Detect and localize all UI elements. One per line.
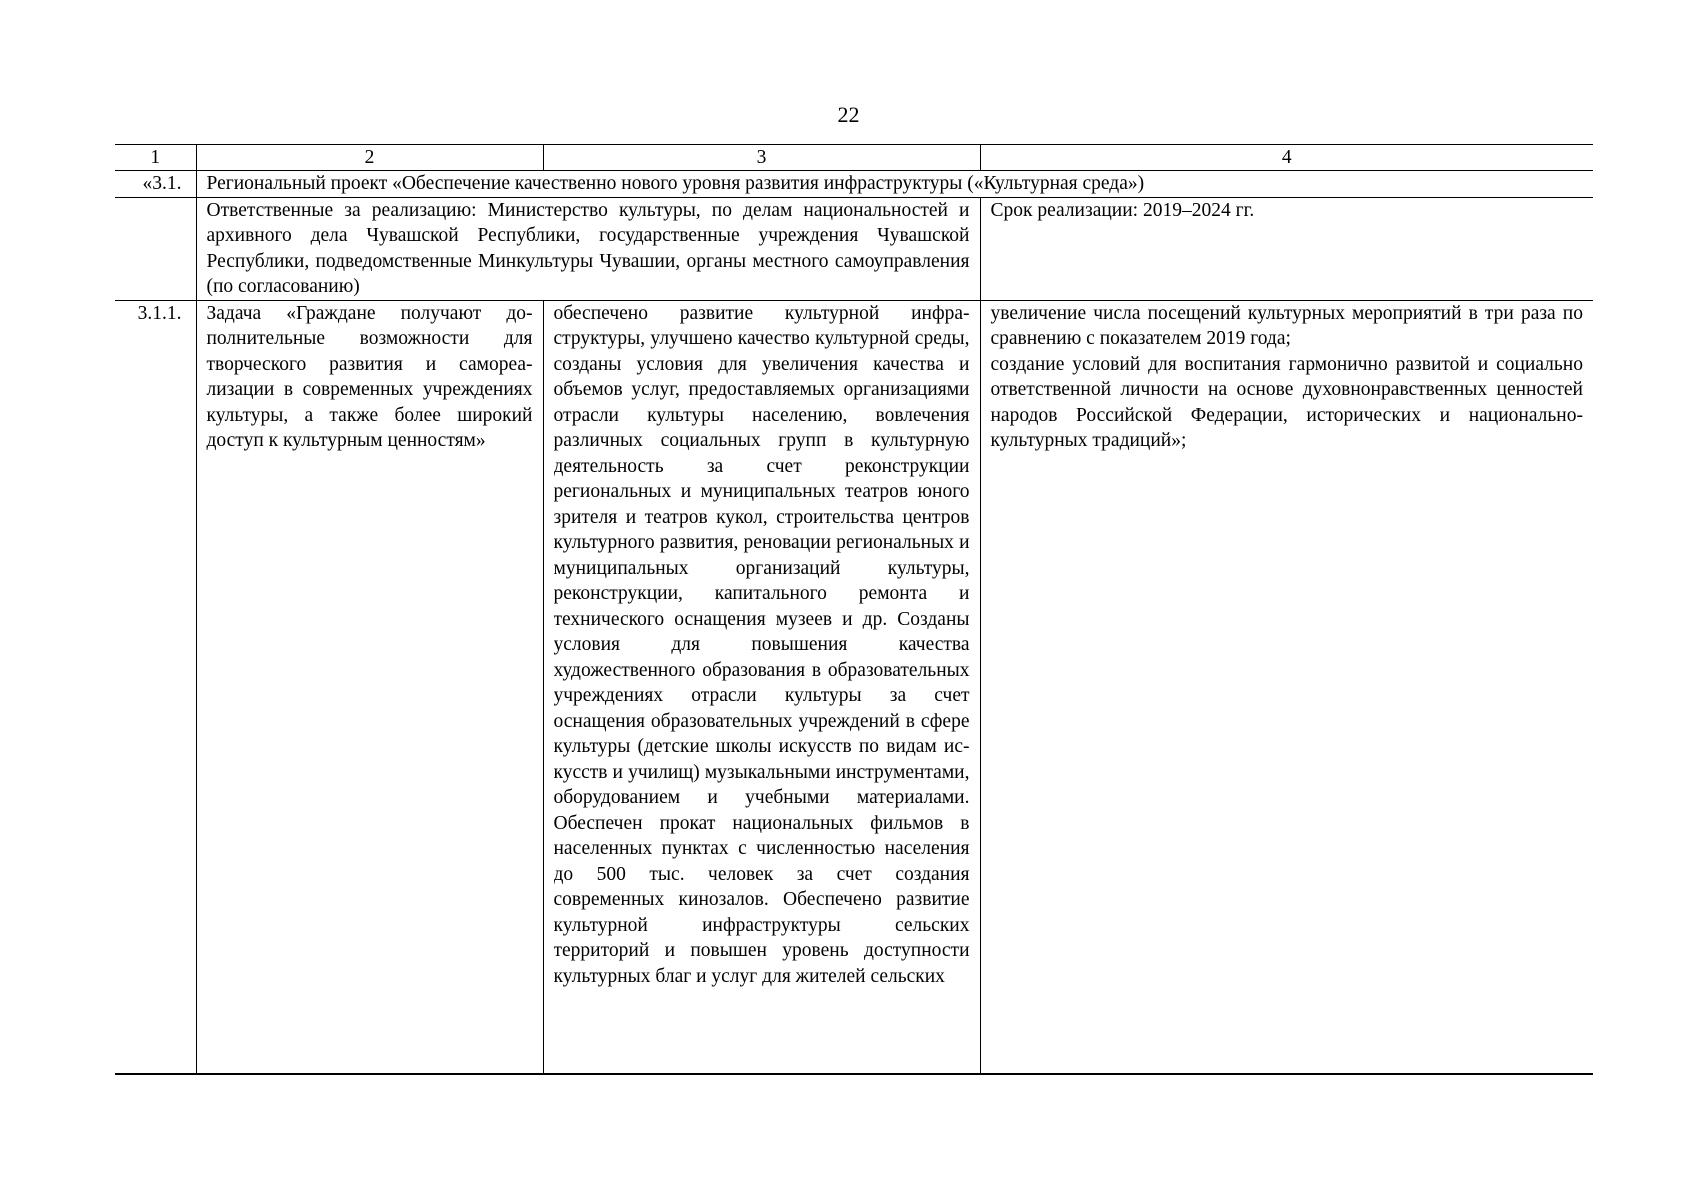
column-header-4: 4 <box>980 145 1593 171</box>
section-title: Региональный проект «Обеспечение качественно нового уровня развития инфраструктуры («Культурная среда») <box>196 171 1593 198</box>
responsible-empty-cell <box>115 197 196 300</box>
section-number: «3.1. <box>115 171 196 198</box>
task-description: Задача «Граждане получают дополнительные возможности для творческого развития и самореализации в современных учреждениях культуры, а также более широкий доступ к культурным ценностям» <box>196 300 543 1074</box>
indicator-item: увеличение числа посещений культурных мероприятий в три раза по сравнению с показателем 2019 года; <box>990 302 1583 349</box>
task-result-cell <box>543 300 980 1074</box>
implementation-term: Срок реализации: 2019–2024 гг. <box>980 197 1593 300</box>
responsible-text: Ответственные за реализацию: Министерство культуры, по делам национальностей и архивного дела Чувашской Республики, государственные учреждения Чувашской Республики, подведомственные Минкультуры Чувашии, органы местного самоуправления (по согласованию) <box>196 197 980 300</box>
responsible-row <box>115 197 1593 300</box>
task-result-text: обеспечено развитие культурной инфраструктуры, улучшено качество культурной среды, созданы условия для увеличения качества и объемов услуг, предоставляемых организациями отрасли культуры населению, вовлечения различных социальных групп в культурную деятельность за счет реконструкции региональных и муниципальных театров юного зрителя и театров кукол, строительства центров культурного развития, реновации региональных и муниципальных организаций культуры, реконструкции, капитального ремонта и технического оснащения музеев и др. Созданы условия для повышения качества художественного образования в образовательных учреждениях отрасли культуры за счет оснащения образовательных учреждений в сфере культуры (детские школы искусств по видам искусств и училищ) музыкальными инструментами, оборудованием и учебными материалами. Обеспечен прокат национальных фильмов в населенных пунктах с численностью населения до 500 тыс. человек за счет создания современных кинозалов. Обеспечено развитие культурной инфраструктуры сельских территорий и повышен уровень доступности культурных благ и услуг для жителей сельских <box>553 302 970 987</box>
program-table <box>115 144 1593 1075</box>
column-header-2: 2 <box>196 145 543 171</box>
section-row <box>115 171 1593 198</box>
page-number: 22 <box>837 102 860 127</box>
task-number: 3.1.1. <box>115 300 196 1074</box>
task-indicators-cell <box>980 300 1593 1074</box>
indicator-item: создание условий для воспитания гармонично развитой и социально ответственной личности на основе духовнонравственных ценностей народов Российской Федерации, исторических и национально-культурных традиций»; <box>990 353 1583 451</box>
task-row <box>115 300 1593 1074</box>
column-header-1: 1 <box>115 145 196 171</box>
column-header-3: 3 <box>543 145 980 171</box>
column-header-row <box>115 145 1593 171</box>
